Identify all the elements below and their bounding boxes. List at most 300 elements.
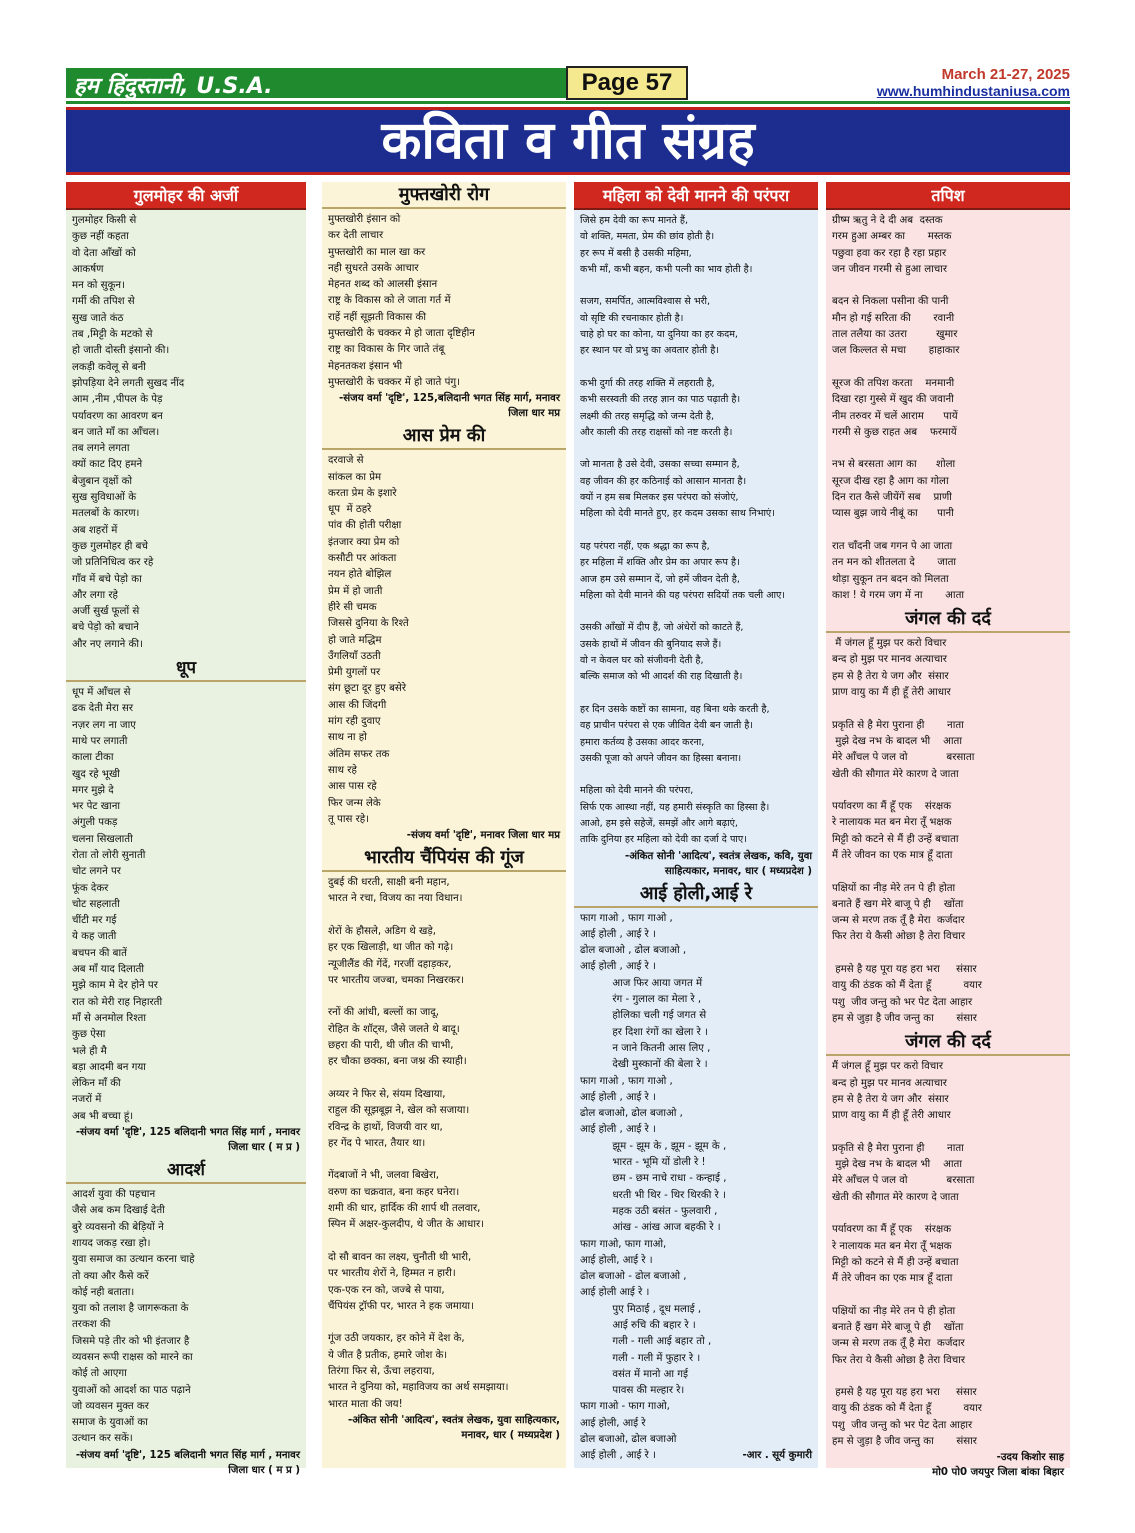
poem-line: प्रेमी युगलों पर (328, 667, 381, 679)
masthead (66, 66, 1070, 102)
poem-line: हर महिला में शक्ति और प्रेम का अपार रूप है। (580, 557, 740, 569)
poem-line: चींटी मर गई (72, 915, 117, 927)
poem-line: खेती की सौगात मेरे कारण दे जाता (832, 768, 959, 780)
poem-line: कोई नही बताता। (72, 1286, 135, 1298)
poem-line: कुछ ऐसा (72, 1029, 106, 1041)
poem-line: जो मानता है उसे देवी, उसका सच्चा सम्मान है, (580, 459, 740, 471)
poem-line: और काली की तरह राक्षसों को नष्ट करती है। (580, 426, 733, 438)
poet-credit: -संजय वर्मा 'दृष्टि', 125 बलिदानी भगत सिंह मार्ग , मनावर जिला धार ( म प्र ) (75, 1127, 300, 1154)
poem-title: जंगल की दर्द (826, 1031, 1070, 1056)
poem-line: प्राण वायु का मैं ही हूँ तेरी आधार (832, 1110, 951, 1122)
poem-line: दरवाजे से (328, 455, 364, 467)
poem-line: फाग गाओ - फाग गाओ, (580, 1401, 670, 1413)
poem-line: चैंपियंस ट्रॉफी पर, भारत ने हक जमाया। (328, 1300, 474, 1312)
poem-line: शमी की धार, हार्दिक की शार्प थी तलवार, (328, 1203, 481, 1215)
poem-body (322, 872, 566, 1413)
poem-line: पछुवा हवा कर रहा है रहा प्रहार (832, 247, 947, 259)
poem-line: महिला को देवी मानते हुए, हर कदम उसका साथ निभाएं। (580, 508, 775, 520)
poem-line: दुबई की धरती, साक्षी बनी महान, (328, 877, 450, 889)
poem-line: सूरज की तपिश करता मनमानी (832, 377, 955, 389)
poem-line: भारत ने दुनिया को, महाविजय का अर्थ समझाया। (328, 1382, 509, 1394)
poem-body (322, 209, 566, 391)
poem-line: हम से है तेरा ये जग और संसार (832, 670, 949, 682)
poem-line (832, 278, 1064, 294)
poem-line: कर देती लाचार (328, 230, 384, 242)
poem-line: आंख - आंख आज बहकी रे । (580, 1222, 721, 1234)
poem-line: आज हम उसे सम्मान दें, जो हमें जीवन देती है, (580, 573, 740, 585)
poem-line: माथे पर लगाती (72, 735, 128, 747)
poem-line: राष्ट्र का विकास के गिर जाते तंबू (328, 344, 445, 356)
brand-logo: हम हिंदुस्तानी, U.S.A. (66, 68, 566, 98)
poem-line: शायद जकड़ रखा हो। (72, 1237, 151, 1249)
poem-line: हीरे सी चमक (328, 601, 377, 613)
poem-line (832, 360, 1064, 376)
poem-line: काश ! ये गरम जग में ना आता (832, 589, 965, 601)
poem-line (832, 1287, 1064, 1303)
poem-line: कुछ नहीं कहता (72, 231, 129, 243)
poem-line: हमसे है यह पूरा यह हरा भरा संसार (832, 1387, 977, 1399)
poem-line: जन्म से मरण तक तूँ है मेरा कर्जदार (832, 915, 965, 927)
poem-line: अब शहरों में (72, 524, 118, 536)
poem-line: हर चौका छक्का, बना जश्न की स्याही। (328, 1056, 467, 1068)
poem-last-line: आई होली , आई रे । (580, 1450, 656, 1462)
poem-line: हर गेंद पे भारत, तैयार था। (328, 1137, 426, 1149)
poem-line: जैसे अब कम दिखाई देती (72, 1205, 165, 1217)
poem-body (574, 210, 818, 849)
poem-line: ढोल बजाओ - ढोल बजाओ , (580, 1271, 687, 1283)
poem-line: फूंक देकर (72, 882, 109, 894)
poem-line (580, 604, 812, 620)
website-link[interactable]: www.humhindustaniusa.com (876, 83, 1070, 99)
poem-line: पर्यावरण का आवरण बन (72, 410, 163, 422)
poet-credit: -संजय वर्मा 'दृष्टि', 125,बलिदानी भगत सिंह मार्ग, मनावर जिला धार मप्र (339, 393, 560, 420)
poem-line (580, 523, 812, 539)
poem-line: बन्द हो मुझ पर मानव अत्याचार (832, 654, 947, 666)
poem-line: हमारा कर्तव्य है उसका आदर करना, (580, 736, 705, 748)
poem-line: युवाओं को आदर्श का पाठ पढ़ाने (72, 1384, 191, 1396)
poem-line (832, 1369, 1064, 1385)
poem-line: मेरे आँचल पे जल वो बरसाता (832, 1175, 975, 1187)
poem-line: राहें नहीं सूझती विकास की (328, 311, 427, 323)
poem-line: गली - गली में फुहार रे । (580, 1352, 701, 1364)
poem-title: तपिश (826, 182, 1070, 210)
poem-line: समाज के युवाओं का (72, 1417, 148, 1429)
poem-line: ये जीत है प्रतीक, हमारे जोश के। (328, 1349, 448, 1361)
poem-title: धूप (66, 657, 306, 682)
poem-line (832, 864, 1064, 880)
poem-line: रात को मेरी राह निहारती (72, 996, 163, 1008)
poem-line: इंतजार क्या प्रेम को (328, 536, 400, 548)
poem-line: और नए लगाने की। (72, 638, 143, 650)
poem-line: भले ही मै (72, 1045, 107, 1057)
poem-line: दिन रात कैसे जीयेंगें सब प्राणी (832, 492, 952, 504)
poem-line: तन मन को शीतलता दे जाता (832, 557, 957, 569)
poem-line: देखी मुस्कानों की बेला रे । (580, 1059, 708, 1071)
poem-line (832, 783, 1064, 799)
poem-body (826, 633, 1070, 1027)
poem-line: हमसे है यह पूरा यह हरा भरा संसार (832, 964, 977, 976)
poem-title: आई होली,आई रे (574, 883, 818, 908)
poem-line (328, 1234, 560, 1250)
poem-line: पशु जीव जन्तु को भर पेट देता आहार (832, 1419, 973, 1431)
poem-line: नभ से बरसता आग का शोला (832, 459, 956, 471)
poem-line: जिसमे पड़े तीर को भी इंतजार है (72, 1335, 190, 1347)
poem-line: हम से जुड़ा है जीव जन्तु का संसार (832, 1436, 977, 1448)
poem-line: उसके हाथों में जीवन की बुनियाद सजे हैं। (580, 638, 722, 650)
poem-line: लेकिन माँ की (72, 1078, 121, 1090)
poem-line: मुफ्तखोरी इंसान को (328, 214, 401, 225)
masthead-divider (66, 101, 1070, 104)
poem-line: फाग गाओ, फाग गाओ, (580, 1238, 667, 1250)
poem-line: महक उठी बसंत - फुलवारी , (580, 1205, 718, 1217)
poem-line: आकर्षण (72, 263, 104, 275)
poem-line: वह प्राचीन परंपरा से एक जीवित देवी बन जाती है। (580, 720, 754, 732)
poem-line: करता प्रेम के इशारे (328, 487, 397, 499)
poem-line (328, 1152, 560, 1168)
poem-line: व्यवसन रूपी राक्षस को मारने का (72, 1352, 193, 1363)
poem-line: तब लगने लगता (72, 443, 130, 455)
poem-line: दो सौ बावन का लक्ष्य, चुनौती थी भारी, (328, 1251, 472, 1263)
poem-line: चलना सिखलाती (72, 833, 133, 845)
poem-line: अंगुली पकड़ (72, 817, 118, 829)
poem-line: हर दिन उसके कष्टों का सामना, वह बिना थके करती है, (580, 703, 770, 715)
poem-line: वह जीवन की हर कठिनाई को आसान मानता है। (580, 475, 747, 487)
poem-line: पर्यावरण का मैं हूँ एक संरक्षक (832, 1224, 952, 1236)
poem-line: कभी माँ, कभी बहन, कभी पत्नी का भाव होती है। (580, 263, 753, 275)
poem-line: आई होली , आई रे । (580, 1091, 656, 1103)
poem-line: नही सुधरते उसके आचार (328, 262, 419, 274)
poem-line: प्राण वायु का मैं ही हूँ तेरी आधार (832, 687, 951, 699)
poem-body (826, 210, 1070, 604)
poem-title: भारतीय चैंपियंस की गूंज (322, 847, 566, 872)
poem-line: अंतिम सफर तक (328, 748, 390, 760)
poem-line: मैं तेरे जीवन का एक मात्र हूँ दाता (832, 849, 953, 861)
poem-line: शेरों के हौसले, अडिग थे खड़े, (328, 925, 436, 937)
poem-line: ढोल बजाओ, ढोल बजाओ , (580, 1108, 683, 1120)
poem-line: भारत माता की जय! (328, 1398, 403, 1410)
poem-line: गाँव में बचे पेड़ो का (72, 573, 142, 585)
poem-line: ढक देती मेरा सर (72, 703, 134, 715)
poem-line: आदर्श युवा की पहचान (72, 1189, 156, 1201)
poem-line: जो प्रतिनिधित्व कर रहे (72, 557, 154, 569)
poem-line (832, 1124, 1064, 1140)
poem-line: गुलमोहर किसी से (72, 215, 137, 226)
poet-credit: -आर . सूर्य कुमारी (742, 1450, 812, 1462)
poem-line: वो देता आँखों को (72, 247, 136, 259)
poem-line: तिरंगा फिर से, ऊँचा लहराया, (328, 1366, 435, 1377)
poem-line (580, 686, 812, 702)
poem-line: आई होली , आई रे । (580, 1124, 656, 1136)
poem-line: कुछ गुलमोहर ही बचे (72, 540, 148, 552)
poem-line: रे नालायक मत बन मेरा तूँ भक्षक (832, 1240, 952, 1252)
final-line-row (574, 1448, 818, 1463)
poem-line: गली - गली आई बहार तो , (580, 1336, 712, 1348)
poem-line: छम - छम नाचे राधा - कन्हाई , (580, 1173, 727, 1185)
poem-line: एक-एक रन को, जज्बे से पाया, (328, 1284, 445, 1296)
poet-address: मो0 पो0 जयपुर जिला बांका बिहार (932, 1467, 1064, 1479)
poem-line: सांकल का प्रेम (328, 471, 382, 483)
poem-line: नज़र लग ना जाए (72, 719, 136, 731)
poem-body (66, 682, 306, 1125)
poem-line: उँगलियाँ उठती (328, 650, 381, 662)
poem-line: बनाते हैं खग मेरे बाजू पे ही खोंता (832, 898, 964, 910)
poem-line: ग्रीष्म ऋतु ने दे दी अब दस्तक (832, 215, 943, 226)
poem-line: मुझे काम मे देर होने पर (72, 980, 158, 992)
poet-credit: -संजय वर्मा 'दृष्टि', 125 बलिदानी भगत सिंह मार्ग , मनावर जिला धार ( म प्र ) (75, 1449, 300, 1476)
poem-line: स्पिन में अक्षर-कुलदीप, थे जीत के आधार। (328, 1219, 484, 1231)
poem-line: जो व्यवसन मुक्त कर (72, 1400, 149, 1412)
poem-line: उत्थान कर सकें। (72, 1433, 133, 1445)
poem-line: फिर तेरा ये कैसी ओछा है तेरा विचार (832, 1354, 965, 1366)
poem-body (66, 210, 306, 653)
poem-line: जन जीवन गरमी से हुआ लाचार (832, 263, 948, 275)
poem-line: रात चाँदनी जब गगन पे आ जाता (832, 540, 953, 552)
poem-line: झोपड़िया देने लगती सुखद नींद (72, 377, 185, 389)
poem-line: हर स्थान पर वो प्रभु का अवतार होती है। (580, 345, 719, 357)
poem-line: हम से जुड़ा है जीव जन्तु का संसार (832, 1012, 977, 1024)
poem-line: साथ रहे (328, 764, 357, 776)
poem-line (328, 1315, 560, 1331)
column-1 (66, 182, 306, 1476)
poem-line (832, 441, 1064, 457)
poem-line: ढोल बजाओ, ढोल बजाओ (580, 1434, 677, 1446)
poem-line: सूरज दीख रहा है आग का गोला (832, 475, 949, 487)
poem-line: तू पास रहे। (328, 813, 370, 825)
poem-line: तरकश की (72, 1319, 111, 1331)
poem-line: प्रेम में हो जाती (328, 585, 383, 597)
poem-body (66, 1184, 306, 1448)
poem-line: मतलबों के कारण। (72, 508, 140, 520)
poem-line: चाहे हो घर का कोना, या दुनिया का हर कदम, (580, 329, 738, 341)
poem-line: क्यों काट दिए हमने (72, 459, 143, 471)
poem-line: आम ,नीम ,पीपल के पेड़ (72, 394, 163, 406)
poem-line: पक्षियों का नीड़ मेरे तन पे ही होता (832, 882, 956, 894)
page-number: Page 57 (566, 66, 688, 100)
poem-line: रोहित के शॉट्स, जैसे जलते थे बादू। (328, 1023, 460, 1035)
poet-credit: -संजय वर्मा 'दृष्टि', मनावर जिला धार मप्र (406, 830, 560, 842)
poem-line (832, 701, 1064, 717)
poem-line: भारत ने रचा, विजय का नया विधान। (328, 893, 463, 905)
poem-line: गूंज उठी जयकार, हर कोने में देश के, (328, 1333, 465, 1345)
poem-line: हो जाती दोस्ती इंसानो की। (72, 345, 170, 357)
poem-line: अर्जी सुर्ख फूलों से (72, 606, 140, 618)
poem-line: संग छूटा दूर हुए बसेरे (328, 683, 406, 695)
poem-line: प्रकृति से है मेरा पुराना ही नाता (832, 1142, 964, 1154)
poem-line: पांव की होती परीक्षा (328, 520, 402, 532)
poem-line: जिसे हम देवी का रूप मानते हैं, (580, 215, 689, 226)
poem-line: गरमी से कुछ राहत अब फरमायें (832, 426, 957, 438)
poem-line: गरम हुआ अम्बर का मस्तक (832, 231, 952, 243)
poem-line (580, 767, 812, 783)
poem-title: मुफ्तखोरी रोग (322, 184, 566, 209)
poem-line: आस पास रहे (328, 781, 377, 793)
poem-line: काला टीका (72, 752, 114, 764)
poem-line: फिर तेरा ये कैसी ओछा है तेरा विचार (832, 931, 965, 943)
poem-line (580, 360, 812, 376)
poem-line: नयन होते बोझिल (328, 569, 392, 581)
poem-line: पर भारतीय शेरों ने, हिम्मत न हारी। (328, 1268, 456, 1280)
poem-line: आई होली , आई रे । (580, 928, 656, 940)
poem-line: युवा समाज का उत्थान करना चाहे (72, 1254, 195, 1266)
poem-line: ताल तलैया का उतरा खुमार (832, 329, 958, 341)
poem-line (580, 278, 812, 294)
poem-line: हम से है तेरा ये जग और संसार (832, 1093, 949, 1105)
poem-line: पुए मिठाई , दूध मलाई , (580, 1303, 702, 1315)
poem-line: मिट्टी को कटने से मैं ही उन्हें बचाता (832, 1256, 959, 1268)
poem-line: आस की जिंदगी (328, 699, 387, 711)
poem-line: अब भी बच्चा हूं। (72, 1110, 134, 1122)
section-banner: कविता व गीत संग्रह (66, 107, 1070, 175)
poem-line: आई होली , आई रे । (580, 961, 656, 973)
poem-line: वो न केवल घर को संजीवनी देती है, (580, 655, 704, 667)
poem-line: पक्षियों का नीड़ मेरे तन पे ही होता (832, 1305, 956, 1317)
poem-line: बन जाते माँ का आँचल। (72, 426, 160, 438)
poem-line: महिला को देवी मानने की यह परंपरा सदियों तक चली आए। (580, 589, 785, 601)
poem-line: भारत - भूमि यों डोली रे ! (580, 1157, 706, 1169)
poem-line: तो क्या और कैसे करें (72, 1270, 149, 1282)
poem-line: प्रकृति से है मेरा पुराना ही नाता (832, 719, 964, 731)
poet-credit: -उदय किशोर साह (996, 1452, 1064, 1464)
poem-line: मुफ्तखोरी के चक्कर मे हो जाता दृष्टिहीन (328, 328, 475, 340)
poem-line: कोई तो आएगा (72, 1368, 127, 1380)
poem-body (574, 908, 818, 1449)
poem-line: धूप में ठहरे (328, 504, 372, 516)
poem-line: मगर मुझे दे (72, 784, 114, 796)
poem-line (328, 1071, 560, 1087)
poem-line (580, 441, 812, 457)
poem-line: राष्ट्र के विकास को ले जाता गर्त में (328, 295, 451, 307)
poem-line: मन को सुकून। (72, 280, 125, 292)
poem-line: पर्यावरण का मैं हूँ एक संरक्षक (832, 801, 952, 813)
poem-line: मांग रही दुवाए (328, 716, 381, 728)
poem-line: सजग, समर्पित, आत्मविश्वास से भरी, (580, 296, 711, 308)
poem-line (328, 989, 560, 1005)
poem-line: आओ, हम इसे सहेजें, समझें और आगे बढ़ाएं, (580, 817, 738, 829)
poem-line: आई होली, आई रे (580, 1417, 646, 1429)
poem-line: माँ से अनमोल रिश्ता (72, 1012, 146, 1024)
poem-line: उसकी पूजा को अपने जीवन का हिस्सा बनाना। (580, 752, 742, 764)
poem-line: रोता तो लोरी सुनाती (72, 849, 146, 861)
poem-line: मेहनतकश इंसान भी (328, 360, 403, 372)
poem-title: महिला को देवी मानने की परंपरा (574, 182, 818, 210)
poem-line: आई रुचि की बहार रे । (580, 1320, 696, 1331)
poem-line: वायु की ठंडक को मैं देता हूँ वयार (832, 980, 982, 992)
poem-line: मुफ्तखोरी का माल खा कर (328, 246, 426, 258)
poem-line: होलिका चली गई जगत से (580, 1010, 707, 1022)
poem-line: वो शक्ति, ममता, प्रेम की छांव होती है। (580, 231, 715, 243)
poem-line: उसकी आँखों में दीप हैं, जो अंधेरों को काटते हैं, (580, 622, 744, 634)
poem-line: धरती भी थिर - थिर थिरकी रे । (580, 1189, 726, 1201)
poem-line: मौन हो गई सरिता की रवानी (832, 312, 955, 324)
issue-date: March 21-27, 2025 (941, 66, 1070, 83)
poem-line: वसंत में मानो आ गई (580, 1368, 688, 1380)
poem-line: और लगा रहे (72, 589, 118, 601)
poem-line: कभी दुर्गा की तरह शक्ति में लहराती है, (580, 377, 715, 389)
poem-line: तब ,मिट्टी के मटको से (72, 329, 153, 341)
poem-line: मैं जंगल हूँ मुझ पर करो विचार (832, 638, 947, 650)
poem-line: रनों की आंधी, बल्लों का जादू, (328, 1007, 439, 1019)
column-2 (322, 182, 566, 1468)
poem-line: सिर्फ एक आस्था नहीं, यह हमारी संस्कृति का हिस्सा है। (580, 801, 770, 813)
poem-line: पावस की मल्हार रे। (580, 1385, 685, 1397)
poem-line: रविन्द्र के हाथों, विजयी वार था, (328, 1121, 443, 1133)
poem-line: बचे पेड़ो को बचाने (72, 622, 139, 634)
poem-line: मुझे देख नभ के बादल भी आता (832, 735, 962, 747)
poem-line: रे नालायक मत बन मेरा तूँ भक्षक (832, 817, 952, 829)
poem-line: बल्कि समाज को भी आदर्श की राह दिखाती है। (580, 671, 743, 683)
poem-body (826, 1056, 1070, 1450)
poem-line: हर दिशा रंगों का खेला रे । (580, 1026, 708, 1038)
poem-line: फाग गाओ , फाग गाओ , (580, 912, 673, 924)
poem-line: झूम - झूम के , झूम - झूम के , (580, 1140, 727, 1152)
poem-line: कभी सरस्वती की तरह ज्ञान का पाठ पढ़ाती है। (580, 394, 741, 406)
poem-line: साथ ना हो (328, 732, 367, 744)
poem-line: हर एक खिलाड़ी, था जीत को गढ़े। (328, 942, 454, 954)
poem-line: बेजुबान वृक्षों को (72, 475, 133, 487)
poem-line: नीम तरुवर में चलें आराम पायें (832, 410, 958, 422)
poem-line: अब माँ याद दिलाती (72, 964, 145, 976)
poem-line: नजरों में (72, 1094, 102, 1106)
poem-line (832, 1206, 1064, 1222)
poem-line: आज फिर आया जगत में (580, 977, 703, 989)
poem-line: वो सृष्टि की रचनाकार होती है। (580, 312, 684, 324)
poem-line: यह परंपरा नहीं, एक श्रद्धा का रूप है, (580, 540, 710, 552)
poem-line: जन्म से मरण तक तूँ है मेरा कर्जदार (832, 1338, 965, 1350)
poem-line: प्यास बुझ जाये नीबूं का पानी (832, 508, 954, 520)
poem-line: मिट्टी को कटने से मैं ही उन्हें बचाता (832, 833, 959, 845)
poem-line: न्यूजीलैंड की गेंदें, गरजीं दहाड़कर, (328, 958, 452, 970)
poem-line: अय्यर ने फिर से, संयम दिखाया, (328, 1088, 446, 1100)
column-3 (574, 182, 818, 1468)
poem-line: छहरा की पारी, थी जीत की चाभी, (328, 1040, 454, 1052)
poem-line: आई होली, आई रे । (580, 1254, 653, 1266)
poem-line: राहुल की सूझबूझ ने, खेल को सजाया। (328, 1105, 470, 1117)
poem-line: लकड़ी कवेलू से बनी (72, 361, 146, 373)
poem-line: महिला को देवी मानने की परंपरा, (580, 785, 694, 797)
poem-line: बड़ा आदमी बन गया (72, 1061, 146, 1073)
poem-title: आदर्श (66, 1159, 306, 1184)
poem-line: आई होली आई रे । (580, 1287, 650, 1299)
poem-title: आस प्रेम की (322, 425, 566, 450)
poem-line: गेंदबाजों ने भी, जलवा बिखेरा, (328, 1170, 440, 1182)
poem-line: पशु जीव जन्तु को भर पेट देता आहार (832, 996, 973, 1008)
poem-line: वायु की ठंडक को मैं देता हूँ वयार (832, 1403, 982, 1415)
poem-line: जल किल्लत से मचा हाहाकार (832, 345, 960, 357)
poet-credit: -अंकित सोनी 'आदित्य', स्वतंत्र लेखक, कवि, युवा साहित्यकार, मनावर, धार ( मध्यप्रदेश ) (624, 850, 812, 877)
poem-line: बचपन की बातें (72, 947, 127, 959)
poem-line: बुरे व्यवसनो की बेड़ियों ने (72, 1221, 164, 1233)
poet-credit: -अंकित सोनी 'आदित्य', स्वतंत्र लेखक, युवा साहित्यकार, मनावर, धार ( मध्यप्रदेश ) (348, 1414, 560, 1441)
poem-line: जिससे दुनिया के रिश्ते (328, 618, 409, 630)
poem-line: बनाते हैं खग मेरे बाजू पे ही खोंता (832, 1322, 964, 1333)
poem-line: मैं जंगल हूँ मुझ पर करो विचार (832, 1061, 944, 1073)
poem-title: गुलमोहर की अर्जी (66, 182, 306, 210)
poem-line: न जाने कितनी आस लिए , (580, 1042, 711, 1054)
poem-line: चोट सहलाती (72, 898, 120, 910)
poem-line (832, 523, 1064, 539)
poem-line: मैं तेरे जीवन का एक मात्र हूँ दाता (832, 1273, 953, 1285)
poem-line: गर्मी की तपिश से (72, 296, 135, 308)
poem-line: युवा को तलाश है जागरूकता के (72, 1303, 189, 1315)
poem-line: बन्द हो मुझ पर मानव अत्याचार (832, 1077, 947, 1089)
poem-line: रंग - गुलाल का मेला रे , (580, 994, 702, 1006)
poem-line: मुझे देख नभ के बादल भी आता (832, 1159, 962, 1171)
poem-line: खेती की सौगात मेरे कारण दे जाता (832, 1191, 959, 1203)
poem-line: पर भारतीय जज्बा, चमका निखरकर। (328, 974, 464, 986)
poem-title: जंगल की दर्द (826, 608, 1070, 633)
poem-line: ये कह जाती (72, 931, 117, 943)
poem-line: चोट लगने पर (72, 866, 121, 878)
